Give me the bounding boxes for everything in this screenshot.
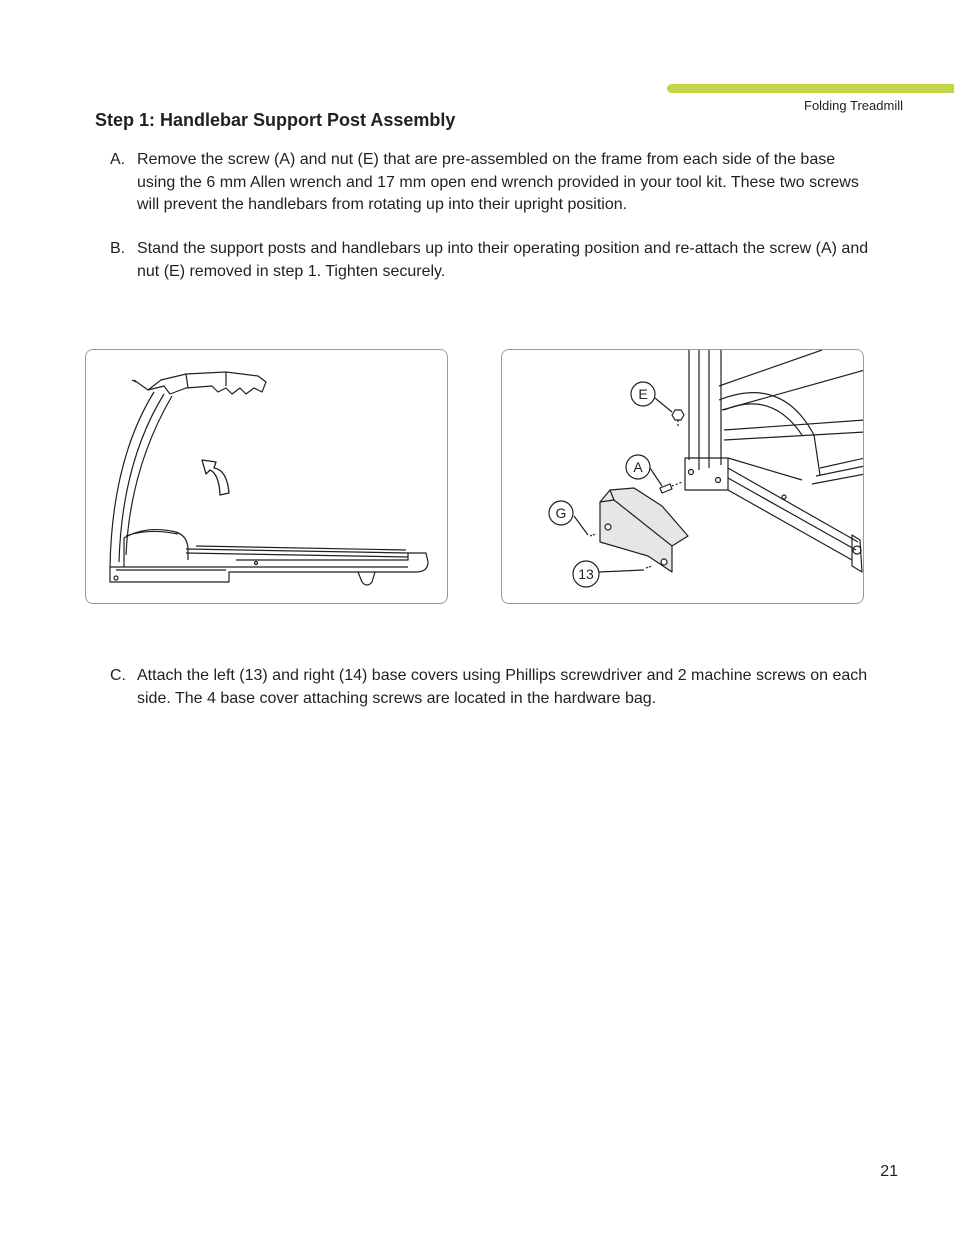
instruction-text: Attach the left (13) and right (14) base covers using Phillips screwdriver and 2 machine screws on each side. The 4 base cover attaching screws are located in the hardware bag. [137, 667, 868, 707]
instruction-marker: A. [110, 151, 126, 168]
instruction-marker: B. [110, 240, 126, 257]
page-number: 21 [880, 1163, 898, 1180]
instruction-c [110, 665, 870, 710]
header-accent-bar [667, 84, 954, 93]
base-cover-illustration [502, 350, 864, 604]
instruction-a [110, 149, 870, 217]
callout-a: A [633, 459, 643, 475]
figure-treadmill-upright [85, 349, 448, 604]
treadmill-upright-illustration [86, 350, 448, 604]
callout-g: G [555, 505, 567, 521]
running-header: Folding Treadmill [804, 98, 903, 113]
instruction-text: Stand the support posts and handlebars up into their operating position and re-attach the screw (A) and nut (E) removed in step 1. Tighten securely. [137, 240, 869, 280]
instruction-marker: C. [110, 667, 126, 684]
step-title: Step 1: Handlebar Support Post Assembly [95, 110, 456, 130]
instruction-b [110, 238, 870, 283]
figure-base-cover-detail [501, 349, 864, 604]
callout-13: 13 [578, 566, 594, 582]
instruction-text: Remove the screw (A) and nut (E) that are pre-assembled on the frame from each side of the base using the 6 mm Allen wrench and 17 mm open end wrench provided in your tool kit. These two screws will prevent the handlebars from rotating up into their upright position. [137, 151, 859, 213]
callout-e: E [638, 386, 648, 402]
